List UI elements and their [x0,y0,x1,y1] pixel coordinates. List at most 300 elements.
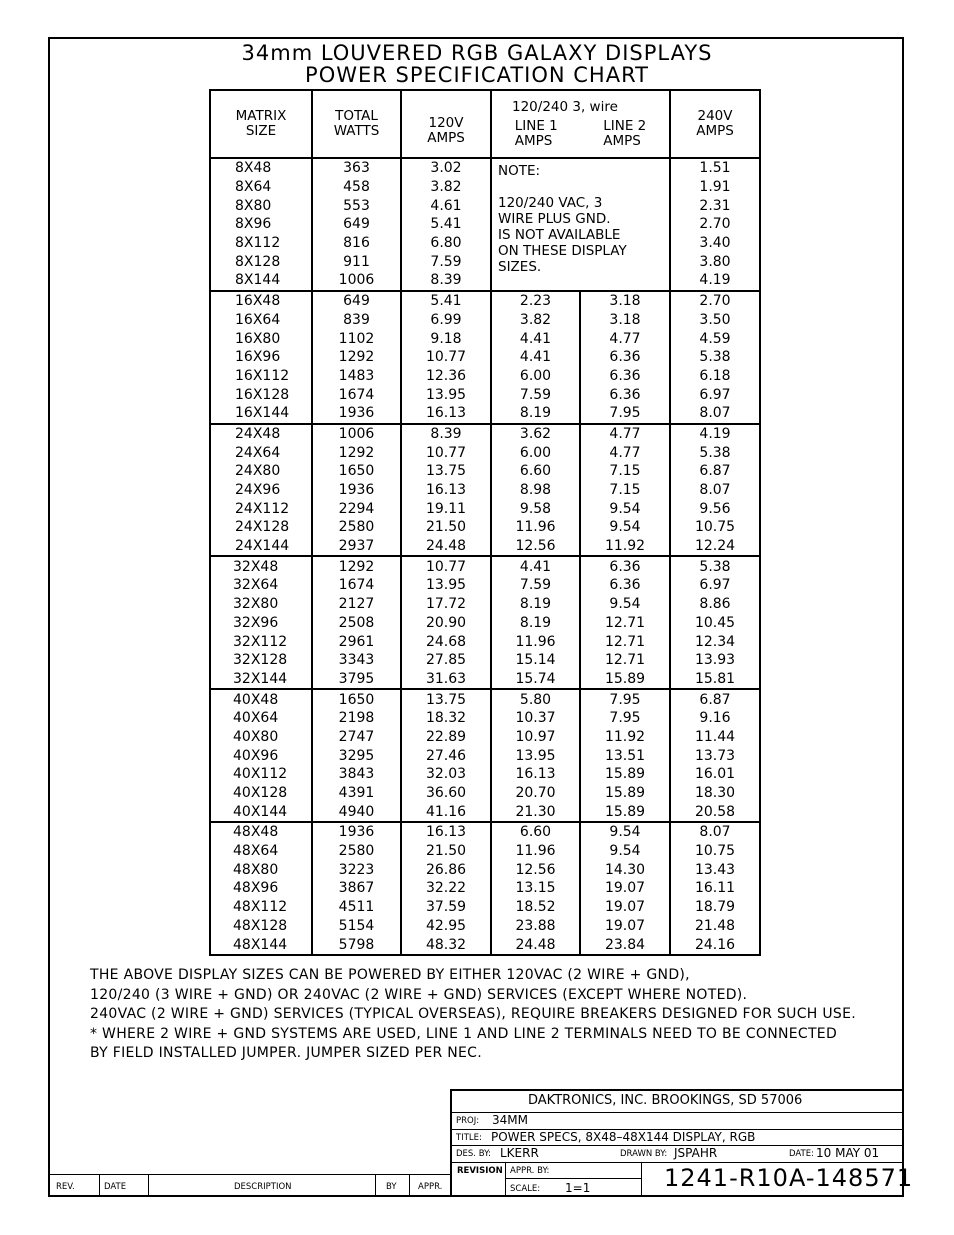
drawn-label: DRAWN BY: [620,1149,668,1159]
divider [505,1162,506,1197]
total-watts-cell: 2747 [312,728,401,747]
matrix-size-cell: 16X112 [210,367,312,386]
total-watts-cell: 1936 [312,404,401,424]
total-watts-cell: 1483 [312,367,401,386]
amps-240v-cell: 5.38 [670,443,760,462]
matrix-size-cell: 8X112 [210,234,312,253]
line2-amps-cell: 12.71 [580,651,670,670]
line1-amps-cell: 12.56 [491,860,580,879]
table-row [210,860,760,879]
total-watts-cell: 1292 [312,443,401,462]
line1-amps-cell: 4.41 [491,556,580,576]
des-label: DES. BY: [456,1149,492,1159]
total-watts-cell: 3223 [312,860,401,879]
line1-amps-cell: 10.37 [491,709,580,728]
amps-120v-cell: 26.86 [401,860,491,879]
total-watts-cell: 3867 [312,879,401,898]
line1-amps-cell: 12.56 [491,537,580,557]
divider [148,1174,149,1197]
line1-amps-cell: 10.97 [491,728,580,747]
amps-120v-cell: 13.95 [401,385,491,404]
matrix-size-cell: 24X48 [210,424,312,444]
line1-amps-cell: 4.41 [491,348,580,367]
amps-120v-cell: 36.60 [401,784,491,803]
amps-120v-cell: 21.50 [401,842,491,861]
amps-240v-cell: 1.91 [670,178,760,197]
chart-title-line1: 34mm LOUVERED RGB GALAXY DISPLAYS [241,41,713,65]
table-row [210,746,760,765]
line2-amps-cell: 15.89 [580,802,670,822]
date-col: DATE [104,1182,127,1192]
divider [450,1162,904,1163]
line2-amps-cell: 13.51 [580,746,670,765]
table-row [210,784,760,803]
matrix-size-cell: 40X48 [210,689,312,709]
header-total-watts: TOTAL WATTS [312,90,401,158]
amps-120v-cell: 13.75 [401,689,491,709]
total-watts-cell: 911 [312,252,401,271]
total-watts-cell: 363 [312,158,401,178]
line2-amps-cell: 12.71 [580,632,670,651]
table-row [210,329,760,348]
matrix-size-cell: 32X80 [210,595,312,614]
table-row [210,632,760,651]
amps-120v-cell: 41.16 [401,802,491,822]
table-row [210,556,760,576]
line1-amps-cell: 7.59 [491,576,580,595]
amps-120v-cell: 24.68 [401,632,491,651]
line2-amps-cell: 6.36 [580,576,670,595]
total-watts-cell: 1650 [312,462,401,481]
amps-120v-cell: 31.63 [401,670,491,690]
amps-120v-cell: 4.61 [401,196,491,215]
line2-amps-cell: 7.15 [580,481,670,500]
table-row [210,842,760,861]
amps-240v-cell: 6.87 [670,689,760,709]
matrix-size-cell: 24X112 [210,499,312,518]
line2-amps-cell: 7.95 [580,689,670,709]
amps-240v-cell: 16.11 [670,879,760,898]
line2-amps-cell: 19.07 [580,898,670,917]
amps-240v-cell: 13.43 [670,860,760,879]
matrix-size-cell: 40X96 [210,746,312,765]
amps-120v-cell: 3.02 [401,158,491,178]
power-spec-table [209,89,761,956]
amps-240v-cell: 13.73 [670,746,760,765]
amps-240v-cell: 1.51 [670,158,760,178]
appr-col: APPR. [418,1182,443,1192]
total-watts-cell: 2198 [312,709,401,728]
matrix-size-cell: 24X128 [210,518,312,537]
matrix-size-cell: 32X96 [210,614,312,633]
line1-amps-cell: 6.00 [491,443,580,462]
total-watts-cell: 3843 [312,765,401,784]
line2-amps-cell: 3.18 [580,291,670,311]
table-row [210,822,760,842]
line1-amps-cell: 11.96 [491,518,580,537]
amps-120v-cell: 12.36 [401,367,491,386]
amps-120v-cell: 5.41 [401,215,491,234]
des-value: LKERR [500,1146,539,1160]
table-row [210,614,760,633]
amps-240v-cell: 4.19 [670,271,760,291]
line2-amps-cell: 6.36 [580,367,670,386]
amps-240v-cell: 18.79 [670,898,760,917]
amps-240v-cell: 12.24 [670,537,760,557]
amps-120v-cell: 13.95 [401,576,491,595]
scale-value: 1=1 [565,1181,591,1195]
line1-amps-cell: 15.14 [491,651,580,670]
line1-amps-cell: 4.41 [491,329,580,348]
line2-amps-cell: 9.54 [580,518,670,537]
note-line: 240VAC (2 WIRE + GND) SERVICES (TYPICAL OVERSEAS), REQUIRE BREAKERS DESIGNED FOR SUCH USE. [90,1006,856,1022]
matrix-size-cell: 8X96 [210,215,312,234]
line1-amps-cell: 6.60 [491,462,580,481]
total-watts-cell: 458 [312,178,401,197]
table-row [210,234,760,253]
line2-amps-cell: 4.77 [580,443,670,462]
amps-120v-cell: 37.59 [401,898,491,917]
matrix-size-cell: 48X144 [210,935,312,955]
amps-120v-cell: 16.13 [401,822,491,842]
amps-240v-cell: 2.70 [670,291,760,311]
line2-amps-cell: 4.77 [580,424,670,444]
total-watts-cell: 816 [312,234,401,253]
divider [641,1162,642,1197]
matrix-size-cell: 40X64 [210,709,312,728]
amps-240v-cell: 10.75 [670,842,760,861]
line1-amps-cell: 23.88 [491,917,580,936]
table-row [210,481,760,500]
matrix-size-cell: 32X112 [210,632,312,651]
matrix-size-cell: 32X128 [210,651,312,670]
amps-120v-cell: 5.41 [401,291,491,311]
line2-amps-cell: 7.15 [580,462,670,481]
total-watts-cell: 5154 [312,917,401,936]
matrix-size-cell: 32X64 [210,576,312,595]
line1-amps-cell: 8.19 [491,595,580,614]
amps-240v-cell: 16.01 [670,765,760,784]
matrix-size-cell: 32X144 [210,670,312,690]
total-watts-cell: 2580 [312,842,401,861]
total-watts-cell: 1102 [312,329,401,348]
total-watts-cell: 1006 [312,424,401,444]
amps-120v-cell: 3.82 [401,178,491,197]
matrix-size-cell: 8X144 [210,271,312,291]
line2-amps-cell: 15.89 [580,784,670,803]
header-line2-amps: LINE 2 AMPS [603,117,647,149]
line2-amps-cell: 7.95 [580,404,670,424]
total-watts-cell: 2508 [312,614,401,633]
scale-label: SCALE: [510,1184,541,1194]
line2-amps-cell: 6.36 [580,556,670,576]
table-row [210,499,760,518]
line1-amps-cell: 3.62 [491,424,580,444]
amps-120v-cell: 13.75 [401,462,491,481]
matrix-size-cell: 40X80 [210,728,312,747]
table-row [210,291,760,311]
appr-label: APPR. BY: [510,1166,550,1176]
matrix-size-cell: 8X80 [210,196,312,215]
matrix-size-cell: 24X80 [210,462,312,481]
total-watts-cell: 839 [312,311,401,330]
line1-amps-cell: 16.13 [491,765,580,784]
table-row [210,404,760,424]
total-watts-cell: 1936 [312,481,401,500]
total-watts-cell: 2961 [312,632,401,651]
divider [99,1174,100,1197]
amps-120v-cell: 20.90 [401,614,491,633]
total-watts-cell: 2580 [312,518,401,537]
header-120v-amps: 120V AMPS [401,90,491,158]
amps-240v-cell: 10.45 [670,614,760,633]
company-info: DAKTRONICS, INC. BROOKINGS, SD 57006 [528,1093,803,1108]
matrix-size-cell: 48X96 [210,879,312,898]
line1-amps-cell: 6.00 [491,367,580,386]
amps-120v-cell: 32.22 [401,879,491,898]
line1-amps-cell: 13.15 [491,879,580,898]
drawing-number: 1241-R10A-148571 [664,1164,914,1192]
total-watts-cell: 553 [312,196,401,215]
by-col: BY [386,1182,397,1192]
matrix-size-cell: 16X80 [210,329,312,348]
table-row [210,728,760,747]
line2-amps-cell: 7.95 [580,709,670,728]
amps-120v-cell: 8.39 [401,424,491,444]
amps-240v-cell: 15.81 [670,670,760,690]
line2-amps-cell: 6.36 [580,385,670,404]
line2-amps-cell: 15.89 [580,670,670,690]
total-watts-cell: 1674 [312,576,401,595]
matrix-size-cell: 40X128 [210,784,312,803]
line1-amps-cell: 8.98 [491,481,580,500]
proj-value: 34MM [492,1113,528,1127]
description-col: DESCRIPTION [234,1182,292,1192]
amps-120v-cell: 27.85 [401,651,491,670]
total-watts-cell: 3343 [312,651,401,670]
table-row [210,595,760,614]
matrix-size-cell: 16X96 [210,348,312,367]
title-value: POWER SPECS, 8X48–48X144 DISPLAY, RGB [491,1130,756,1144]
matrix-size-cell: 8X128 [210,252,312,271]
matrix-size-cell: 48X64 [210,842,312,861]
date-label: DATE: [789,1149,814,1159]
table-row [210,917,760,936]
amps-240v-cell: 6.18 [670,367,760,386]
line2-amps-cell: 11.92 [580,728,670,747]
total-watts-cell: 649 [312,291,401,311]
total-watts-cell: 1006 [312,271,401,291]
total-watts-cell: 3295 [312,746,401,765]
amps-120v-cell: 21.50 [401,518,491,537]
amps-120v-cell: 19.11 [401,499,491,518]
line2-amps-cell: 3.18 [580,311,670,330]
title-label: TITLE: [456,1133,482,1143]
amps-240v-cell: 13.93 [670,651,760,670]
amps-120v-cell: 24.48 [401,537,491,557]
matrix-size-cell: 40X112 [210,765,312,784]
matrix-size-cell: 40X144 [210,802,312,822]
table-row [210,178,760,197]
divider [409,1174,410,1197]
table-row [210,898,760,917]
line1-amps-cell: 15.74 [491,670,580,690]
amps-120v-cell: 8.39 [401,271,491,291]
table-row [210,802,760,822]
date-value: 10 MAY 01 [816,1146,880,1160]
line2-amps-cell: 9.54 [580,595,670,614]
table-row [210,158,760,178]
line1-amps-cell: 11.96 [491,632,580,651]
table-row [210,271,760,291]
line2-amps-cell: 19.07 [580,917,670,936]
line1-amps-cell: 8.19 [491,614,580,633]
amps-240v-cell: 3.80 [670,252,760,271]
amps-240v-cell: 9.56 [670,499,760,518]
header-line1-amps: LINE 1 AMPS [514,117,558,149]
amps-120v-cell: 9.18 [401,329,491,348]
table-row [210,518,760,537]
matrix-size-cell: 24X96 [210,481,312,500]
amps-120v-cell: 10.77 [401,443,491,462]
matrix-size-cell: 24X64 [210,443,312,462]
line1-amps-cell: 5.80 [491,689,580,709]
table-row [210,311,760,330]
amps-240v-cell: 3.40 [670,234,760,253]
total-watts-cell: 4511 [312,898,401,917]
amps-120v-cell: 6.80 [401,234,491,253]
total-watts-cell: 1674 [312,385,401,404]
amps-240v-cell: 24.16 [670,935,760,955]
amps-240v-cell: 20.58 [670,802,760,822]
amps-120v-cell: 27.46 [401,746,491,765]
amps-120v-cell: 22.89 [401,728,491,747]
table-row [210,462,760,481]
matrix-size-cell: 48X128 [210,917,312,936]
table-row [210,367,760,386]
revision-label: REVISION [457,1166,503,1176]
amps-240v-cell: 3.50 [670,311,760,330]
total-watts-cell: 1936 [312,822,401,842]
line1-amps-cell: 8.19 [491,404,580,424]
line1-amps-cell: 21.30 [491,802,580,822]
line2-amps-cell: 12.71 [580,614,670,633]
matrix-size-cell: 32X48 [210,556,312,576]
line2-amps-cell: 4.77 [580,329,670,348]
amps-240v-cell: 8.07 [670,822,760,842]
amps-240v-cell: 9.16 [670,709,760,728]
table-row [210,689,760,709]
matrix-size-cell: 48X80 [210,860,312,879]
line2-amps-cell: 23.84 [580,935,670,955]
table-row [210,670,760,690]
header-matrix-size: MATRIX SIZE [210,90,312,158]
amps-240v-cell: 10.75 [670,518,760,537]
table-row [210,252,760,271]
line1-amps-cell: 24.48 [491,935,580,955]
drawn-value: JSPAHR [674,1146,718,1160]
total-watts-cell: 1292 [312,556,401,576]
amps-120v-cell: 32.03 [401,765,491,784]
line1-amps-cell: 7.59 [491,385,580,404]
matrix-size-cell: 24X144 [210,537,312,557]
amps-240v-cell: 6.97 [670,385,760,404]
line1-amps-cell: 18.52 [491,898,580,917]
table-row [210,709,760,728]
matrix-size-cell: 16X48 [210,291,312,311]
table-row [210,215,760,234]
amps-120v-cell: 6.99 [401,311,491,330]
note-line: BY FIELD INSTALLED JUMPER. JUMPER SIZED PER NEC. [90,1045,482,1061]
amps-240v-cell: 4.19 [670,424,760,444]
line1-amps-cell: 20.70 [491,784,580,803]
total-watts-cell: 1650 [312,689,401,709]
table-row [210,443,760,462]
amps-240v-cell: 2.70 [670,215,760,234]
amps-120v-cell: 18.32 [401,709,491,728]
amps-240v-cell: 4.59 [670,329,760,348]
total-watts-cell: 4391 [312,784,401,803]
total-watts-cell: 4940 [312,802,401,822]
rev-col: REV. [56,1182,75,1192]
total-watts-cell: 3795 [312,670,401,690]
amps-240v-cell: 5.38 [670,348,760,367]
matrix-size-cell: 16X128 [210,385,312,404]
amps-240v-cell: 8.07 [670,404,760,424]
header-240v-amps: 240V AMPS [670,90,760,158]
amps-120v-cell: 7.59 [401,252,491,271]
amps-240v-cell: 6.97 [670,576,760,595]
total-watts-cell: 2937 [312,537,401,557]
matrix-size-cell: 48X112 [210,898,312,917]
line2-amps-cell: 14.30 [580,860,670,879]
line1-amps-cell: 13.95 [491,746,580,765]
amps-120v-cell: 17.72 [401,595,491,614]
amps-120v-cell: 48.32 [401,935,491,955]
table-row [210,576,760,595]
total-watts-cell: 2294 [312,499,401,518]
table-row [210,348,760,367]
line1-amps-cell: 2.23 [491,291,580,311]
chart-title-line2: POWER SPECIFICATION CHART [305,63,649,87]
note-line: * WHERE 2 WIRE + GND SYSTEMS ARE USED, LINE 1 AND LINE 2 TERMINALS NEED TO BE CONNECTED [90,1025,838,1042]
amps-120v-cell: 42.95 [401,917,491,936]
line1-amps-cell: 9.58 [491,499,580,518]
table-row [210,765,760,784]
line2-amps-cell: 9.54 [580,822,670,842]
amps-240v-cell: 2.31 [670,196,760,215]
table-row [210,424,760,444]
table-row [210,651,760,670]
matrix-size-cell: 8X64 [210,178,312,197]
note-line: 120/240 (3 WIRE + GND) OR 240VAC (2 WIRE + GND) SERVICES (EXCEPT WHERE NOTED). [90,986,748,1003]
amps-240v-cell: 6.87 [670,462,760,481]
total-watts-cell: 1292 [312,348,401,367]
table-row [210,196,760,215]
amps-240v-cell: 8.07 [670,481,760,500]
total-watts-cell: 649 [312,215,401,234]
line2-amps-cell: 15.89 [580,765,670,784]
amps-240v-cell: 11.44 [670,728,760,747]
divider [505,1178,641,1179]
divider [375,1174,376,1197]
line1-amps-cell: 3.82 [491,311,580,330]
amps-240v-cell: 8.86 [670,595,760,614]
matrix-size-cell: 8X48 [210,158,312,178]
revision-row [48,1174,450,1198]
line2-amps-cell: 19.07 [580,879,670,898]
amps-240v-cell: 18.30 [670,784,760,803]
